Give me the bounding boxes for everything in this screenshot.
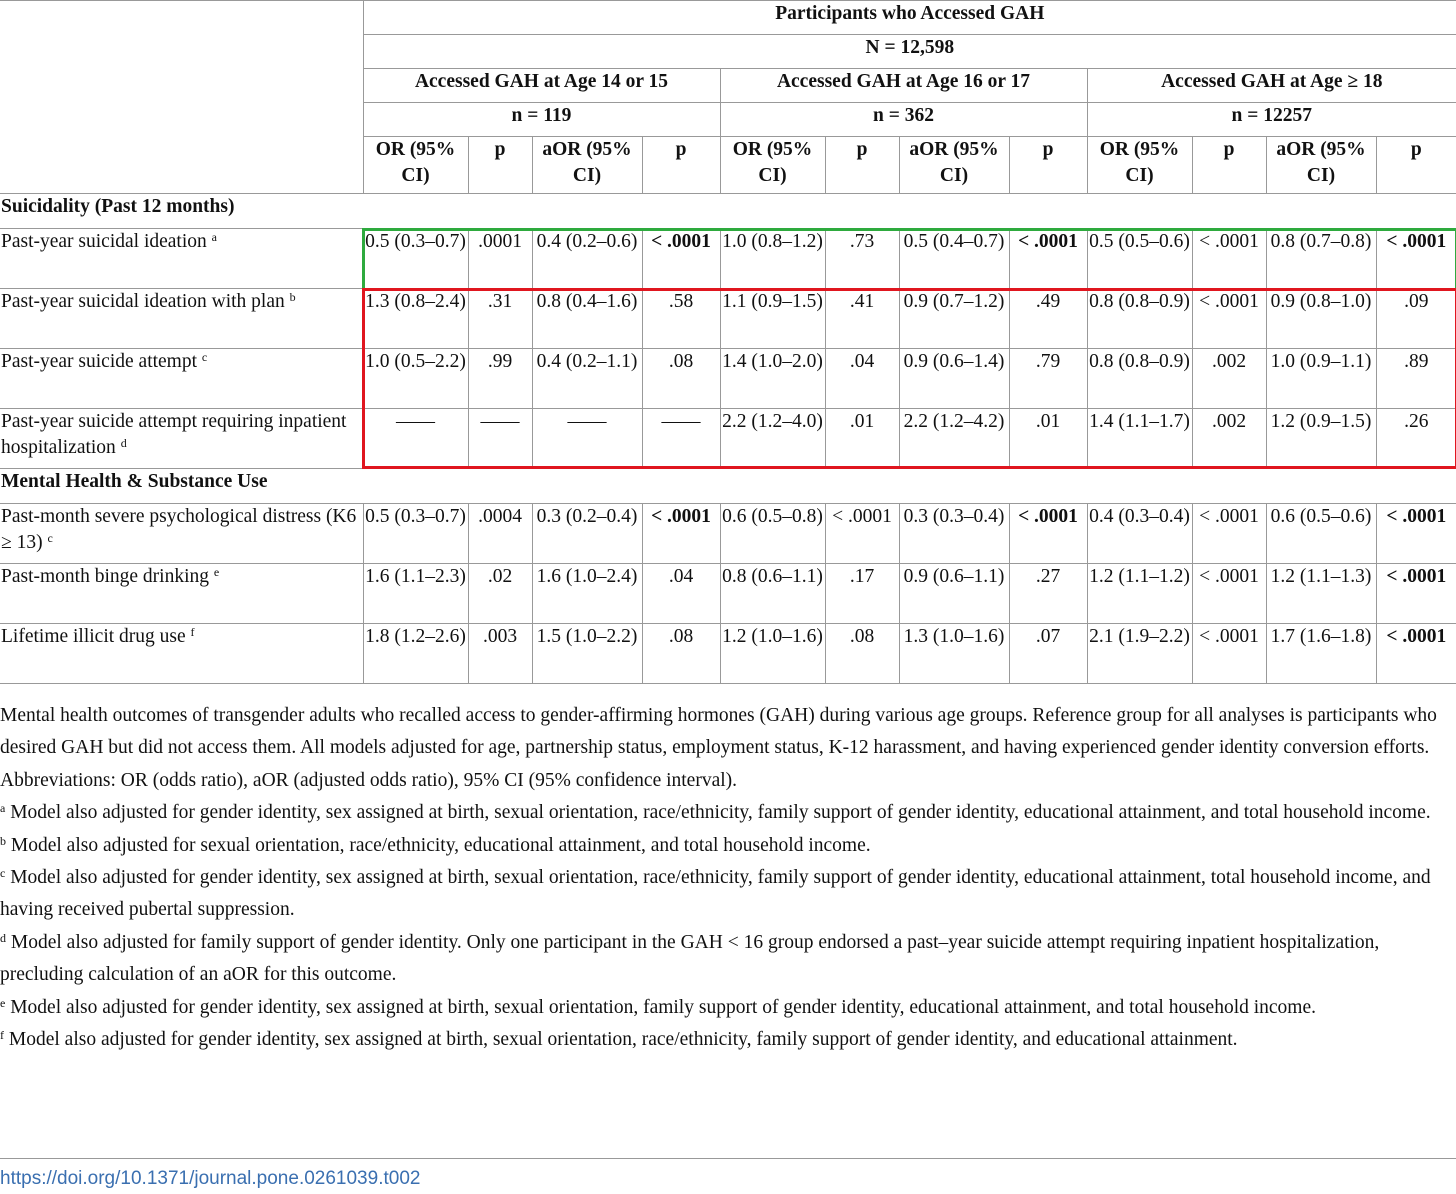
p-value-cell: < .0001 — [1009, 229, 1087, 289]
estimate-cell: 1.4 (1.1–1.7) — [1087, 409, 1192, 469]
column-header-estimate: OR (95% CI) — [720, 137, 825, 194]
estimate-cell: —— — [363, 409, 468, 469]
column-header-p: p — [1192, 137, 1266, 194]
estimate-cell: 0.4 (0.3–0.4) — [1087, 504, 1192, 564]
header-row-group — [0, 1, 1456, 35]
p-value-cell: .89 — [1376, 349, 1456, 409]
p-value-cell: < .0001 — [1376, 504, 1456, 564]
table-notes — [0, 700, 1452, 1056]
estimate-cell: 0.9 (0.8–1.0) — [1266, 289, 1376, 349]
column-header-estimate: aOR (95% CI) — [899, 137, 1009, 194]
p-value-cell: < .0001 — [1009, 504, 1087, 564]
estimate-cell: 2.2 (1.2–4.2) — [899, 409, 1009, 469]
row-label-text: Past-year suicidal ideation — [1, 231, 207, 252]
p-value-cell: .79 — [1009, 349, 1087, 409]
footnote-marker: d — [120, 435, 127, 450]
p-value-cell: < .0001 — [1192, 564, 1266, 624]
footnote-marker: c — [47, 530, 53, 545]
estimate-cell: 1.4 (1.0–2.0) — [720, 349, 825, 409]
estimate-cell: 0.5 (0.4–0.7) — [899, 229, 1009, 289]
estimate-cell: 1.2 (1.1–1.2) — [1087, 564, 1192, 624]
row-label — [0, 409, 363, 469]
footnote-mark: d — [0, 930, 6, 945]
p-value-cell: .58 — [642, 289, 720, 349]
p-value-cell: .0001 — [468, 229, 532, 289]
p-value-cell: < .0001 — [825, 504, 899, 564]
estimate-cell: 1.0 (0.8–1.2) — [720, 229, 825, 289]
row-label — [0, 504, 363, 564]
row-label — [0, 564, 363, 624]
age-group-header: Accessed GAH at Age ≥ 18 — [1087, 69, 1456, 103]
estimate-cell: 1.3 (1.0–1.6) — [899, 624, 1009, 684]
p-value-cell: < .0001 — [1192, 504, 1266, 564]
footnote — [0, 797, 1452, 829]
estimate-cell: 0.8 (0.8–0.9) — [1087, 289, 1192, 349]
estimate-cell: 0.4 (0.2–0.6) — [532, 229, 642, 289]
table-row — [0, 504, 1456, 564]
footnote-text: Model also adjusted for family support of gender identity. Only one participant in the GAH < 16 group endorsed a past–year suicide attempt requiring inpatient hospitalization, precluding calculation of an aOR for this outcome. — [0, 931, 1380, 986]
footnote-text: Model also adjusted for sexual orientation, race/ethnicity, educational attainment, and total household income. — [10, 834, 871, 856]
estimate-cell: 0.5 (0.3–0.7) — [363, 504, 468, 564]
estimate-cell: 1.6 (1.0–2.4) — [532, 564, 642, 624]
footnote — [0, 1024, 1452, 1056]
estimate-cell: 0.4 (0.2–1.1) — [532, 349, 642, 409]
column-header-p: p — [1376, 137, 1456, 194]
estimate-cell: 1.1 (0.9–1.5) — [720, 289, 825, 349]
table-row — [0, 349, 1456, 409]
estimate-cell: 1.0 (0.5–2.2) — [363, 349, 468, 409]
estimate-cell: 1.2 (1.0–1.6) — [720, 624, 825, 684]
p-value-cell: .31 — [468, 289, 532, 349]
estimate-cell: 0.5 (0.5–0.6) — [1087, 229, 1192, 289]
group-header: Participants who Accessed GAH — [363, 1, 1456, 35]
p-value-cell: .41 — [825, 289, 899, 349]
table-row — [0, 624, 1456, 684]
p-value-cell: .07 — [1009, 624, 1087, 684]
footnote-marker: a — [211, 230, 217, 244]
estimate-cell: 0.6 (0.5–0.6) — [1266, 504, 1376, 564]
column-header-p: p — [1009, 137, 1087, 194]
estimate-cell: 0.9 (0.6–1.1) — [899, 564, 1009, 624]
estimate-cell: 1.2 (0.9–1.5) — [1266, 409, 1376, 469]
p-value-cell: < .0001 — [1376, 229, 1456, 289]
footnote — [0, 927, 1452, 992]
p-value-cell: .04 — [642, 564, 720, 624]
p-value-cell: .99 — [468, 349, 532, 409]
footnote-mark: a — [0, 801, 6, 816]
row-label-text: Lifetime illicit drug use — [1, 626, 186, 647]
divider — [0, 1158, 1456, 1159]
column-header-p: p — [468, 137, 532, 194]
footnote-mark: c — [0, 866, 6, 881]
column-header-estimate: aOR (95% CI) — [532, 137, 642, 194]
p-value-cell: —— — [642, 409, 720, 469]
estimate-cell: —— — [532, 409, 642, 469]
row-label-text: Past-month binge drinking — [1, 566, 209, 587]
section-title: Mental Health & Substance Use — [0, 469, 1456, 504]
footnote-text: Model also adjusted for gender identity, sex assigned at birth, sexual orientation, race/ethnicity, family support of gender identity, educational attainment, total household income, and having received pubertal suppression. — [0, 867, 1431, 921]
column-header-estimate: OR (95% CI) — [1087, 137, 1192, 194]
column-header-estimate: OR (95% CI) — [363, 137, 468, 194]
footnote-mark: b — [0, 833, 6, 848]
estimate-cell: 0.6 (0.5–0.8) — [720, 504, 825, 564]
estimate-cell: 0.8 (0.8–0.9) — [1087, 349, 1192, 409]
table-row — [0, 409, 1456, 469]
table-row — [0, 564, 1456, 624]
footnote-marker: e — [213, 565, 220, 579]
row-label — [0, 624, 363, 684]
section-header-row — [0, 469, 1456, 504]
p-value-cell: < .0001 — [642, 229, 720, 289]
estimate-cell: 0.5 (0.3–0.7) — [363, 229, 468, 289]
age-group-n: n = 119 — [363, 103, 720, 137]
age-group-header: Accessed GAH at Age 14 or 15 — [363, 69, 720, 103]
p-value-cell: .08 — [825, 624, 899, 684]
row-label-text: Past-year suicidal ideation with plan — [1, 291, 285, 312]
p-value-cell: .002 — [1192, 409, 1266, 469]
p-value-cell: .002 — [1192, 349, 1266, 409]
footnote-list — [0, 797, 1452, 1056]
footnote-mark: f — [0, 1028, 4, 1043]
column-header-p: p — [642, 137, 720, 194]
p-value-cell: .17 — [825, 564, 899, 624]
header-corner — [0, 1, 363, 194]
p-value-cell: .73 — [825, 229, 899, 289]
estimate-cell: 0.8 (0.6–1.1) — [720, 564, 825, 624]
table-row — [0, 229, 1456, 289]
p-value-cell: < .0001 — [1192, 624, 1266, 684]
age-group-n: n = 12257 — [1087, 103, 1456, 137]
row-label — [0, 289, 363, 349]
p-value-cell: .04 — [825, 349, 899, 409]
estimate-cell: 0.8 (0.4–1.6) — [532, 289, 642, 349]
p-value-cell: —— — [468, 409, 532, 469]
p-value-cell: .02 — [468, 564, 532, 624]
p-value-cell: .49 — [1009, 289, 1087, 349]
p-value-cell: .01 — [825, 409, 899, 469]
estimate-cell: 1.3 (0.8–2.4) — [363, 289, 468, 349]
footnote — [0, 992, 1452, 1024]
estimate-cell: 1.2 (1.1–1.3) — [1266, 564, 1376, 624]
estimate-cell: 0.8 (0.7–0.8) — [1266, 229, 1376, 289]
section-header-row — [0, 194, 1456, 229]
p-value-cell: < .0001 — [1376, 624, 1456, 684]
estimate-cell: 1.0 (0.9–1.1) — [1266, 349, 1376, 409]
table-caption: Mental health outcomes of transgender adults who recalled access to gender-affirming hormones (GAH) during various age groups. Reference group for all analyses is participants who desired GAH but did not access them. All models adjusted for age, partnership status, employment status, K-12 harassment, and having experienced gender identity conversion efforts. — [0, 705, 1437, 759]
footnote-marker: c — [201, 350, 208, 364]
p-value-cell: < .0001 — [642, 504, 720, 564]
footnote-marker: f — [190, 625, 195, 639]
p-value-cell: .26 — [1376, 409, 1456, 469]
p-value-cell: .08 — [642, 624, 720, 684]
footnote-text: Model also adjusted for gender identity, sex assigned at birth, sexual orientation, race/ethnicity, family support of gender identity, and educational attainment. — [8, 1029, 1238, 1051]
footnote-mark: e — [0, 995, 6, 1010]
row-label-text: Past-month severe psychological distress (K6 ≥ 13) — [1, 506, 357, 553]
footnote — [0, 862, 1452, 927]
estimate-cell: 2.1 (1.9–2.2) — [1087, 624, 1192, 684]
estimate-cell: 1.7 (1.6–1.8) — [1266, 624, 1376, 684]
estimate-cell: 0.9 (0.6–1.4) — [899, 349, 1009, 409]
estimate-cell: 2.2 (1.2–4.0) — [720, 409, 825, 469]
p-value-cell: < .0001 — [1192, 289, 1266, 349]
footnote-text: Model also adjusted for gender identity, sex assigned at birth, sexual orientation, race/ethnicity, family support of gender identity, educational attainment, and total household income. — [10, 802, 1431, 824]
estimate-cell: 0.9 (0.7–1.2) — [899, 289, 1009, 349]
age-group-header: Accessed GAH at Age 16 or 17 — [720, 69, 1087, 103]
p-value-cell: .09 — [1376, 289, 1456, 349]
total-n: N = 12,598 — [363, 35, 1456, 69]
row-label-text: Past-year suicide attempt requiring inpatient hospitalization — [1, 411, 347, 458]
footnote-marker: b — [289, 290, 296, 304]
p-value-cell: .0004 — [468, 504, 532, 564]
estimate-cell: 0.3 (0.2–0.4) — [532, 504, 642, 564]
p-value-cell: < .0001 — [1192, 229, 1266, 289]
section-title: Suicidality (Past 12 months) — [0, 194, 1456, 229]
column-header-p: p — [825, 137, 899, 194]
estimate-cell: 0.3 (0.3–0.4) — [899, 504, 1009, 564]
footnote — [0, 830, 1452, 862]
age-group-n: n = 362 — [720, 103, 1087, 137]
footnote-text: Model also adjusted for gender identity, sex assigned at birth, sexual orientation, family support of gender identity, educational attainment, and total household income. — [10, 996, 1317, 1018]
estimate-cell: 1.8 (1.2–2.6) — [363, 624, 468, 684]
doi-link[interactable]: https://doi.org/10.1371/journal.pone.0261039.t002 — [0, 1168, 421, 1189]
p-value-cell: .27 — [1009, 564, 1087, 624]
row-label-text: Past-year suicide attempt — [1, 351, 198, 372]
estimate-cell: 1.5 (1.0–2.2) — [532, 624, 642, 684]
p-value-cell: .08 — [642, 349, 720, 409]
estimate-cell: 1.6 (1.1–2.3) — [363, 564, 468, 624]
p-value-cell: .01 — [1009, 409, 1087, 469]
p-value-cell: .003 — [468, 624, 532, 684]
column-header-estimate: aOR (95% CI) — [1266, 137, 1376, 194]
table-row — [0, 289, 1456, 349]
p-value-cell: < .0001 — [1376, 564, 1456, 624]
abbreviations-note: Abbreviations: OR (odds ratio), aOR (adjusted odds ratio), 95% CI (95% confidence interval). — [0, 769, 738, 791]
row-label — [0, 349, 363, 409]
row-label — [0, 229, 363, 289]
